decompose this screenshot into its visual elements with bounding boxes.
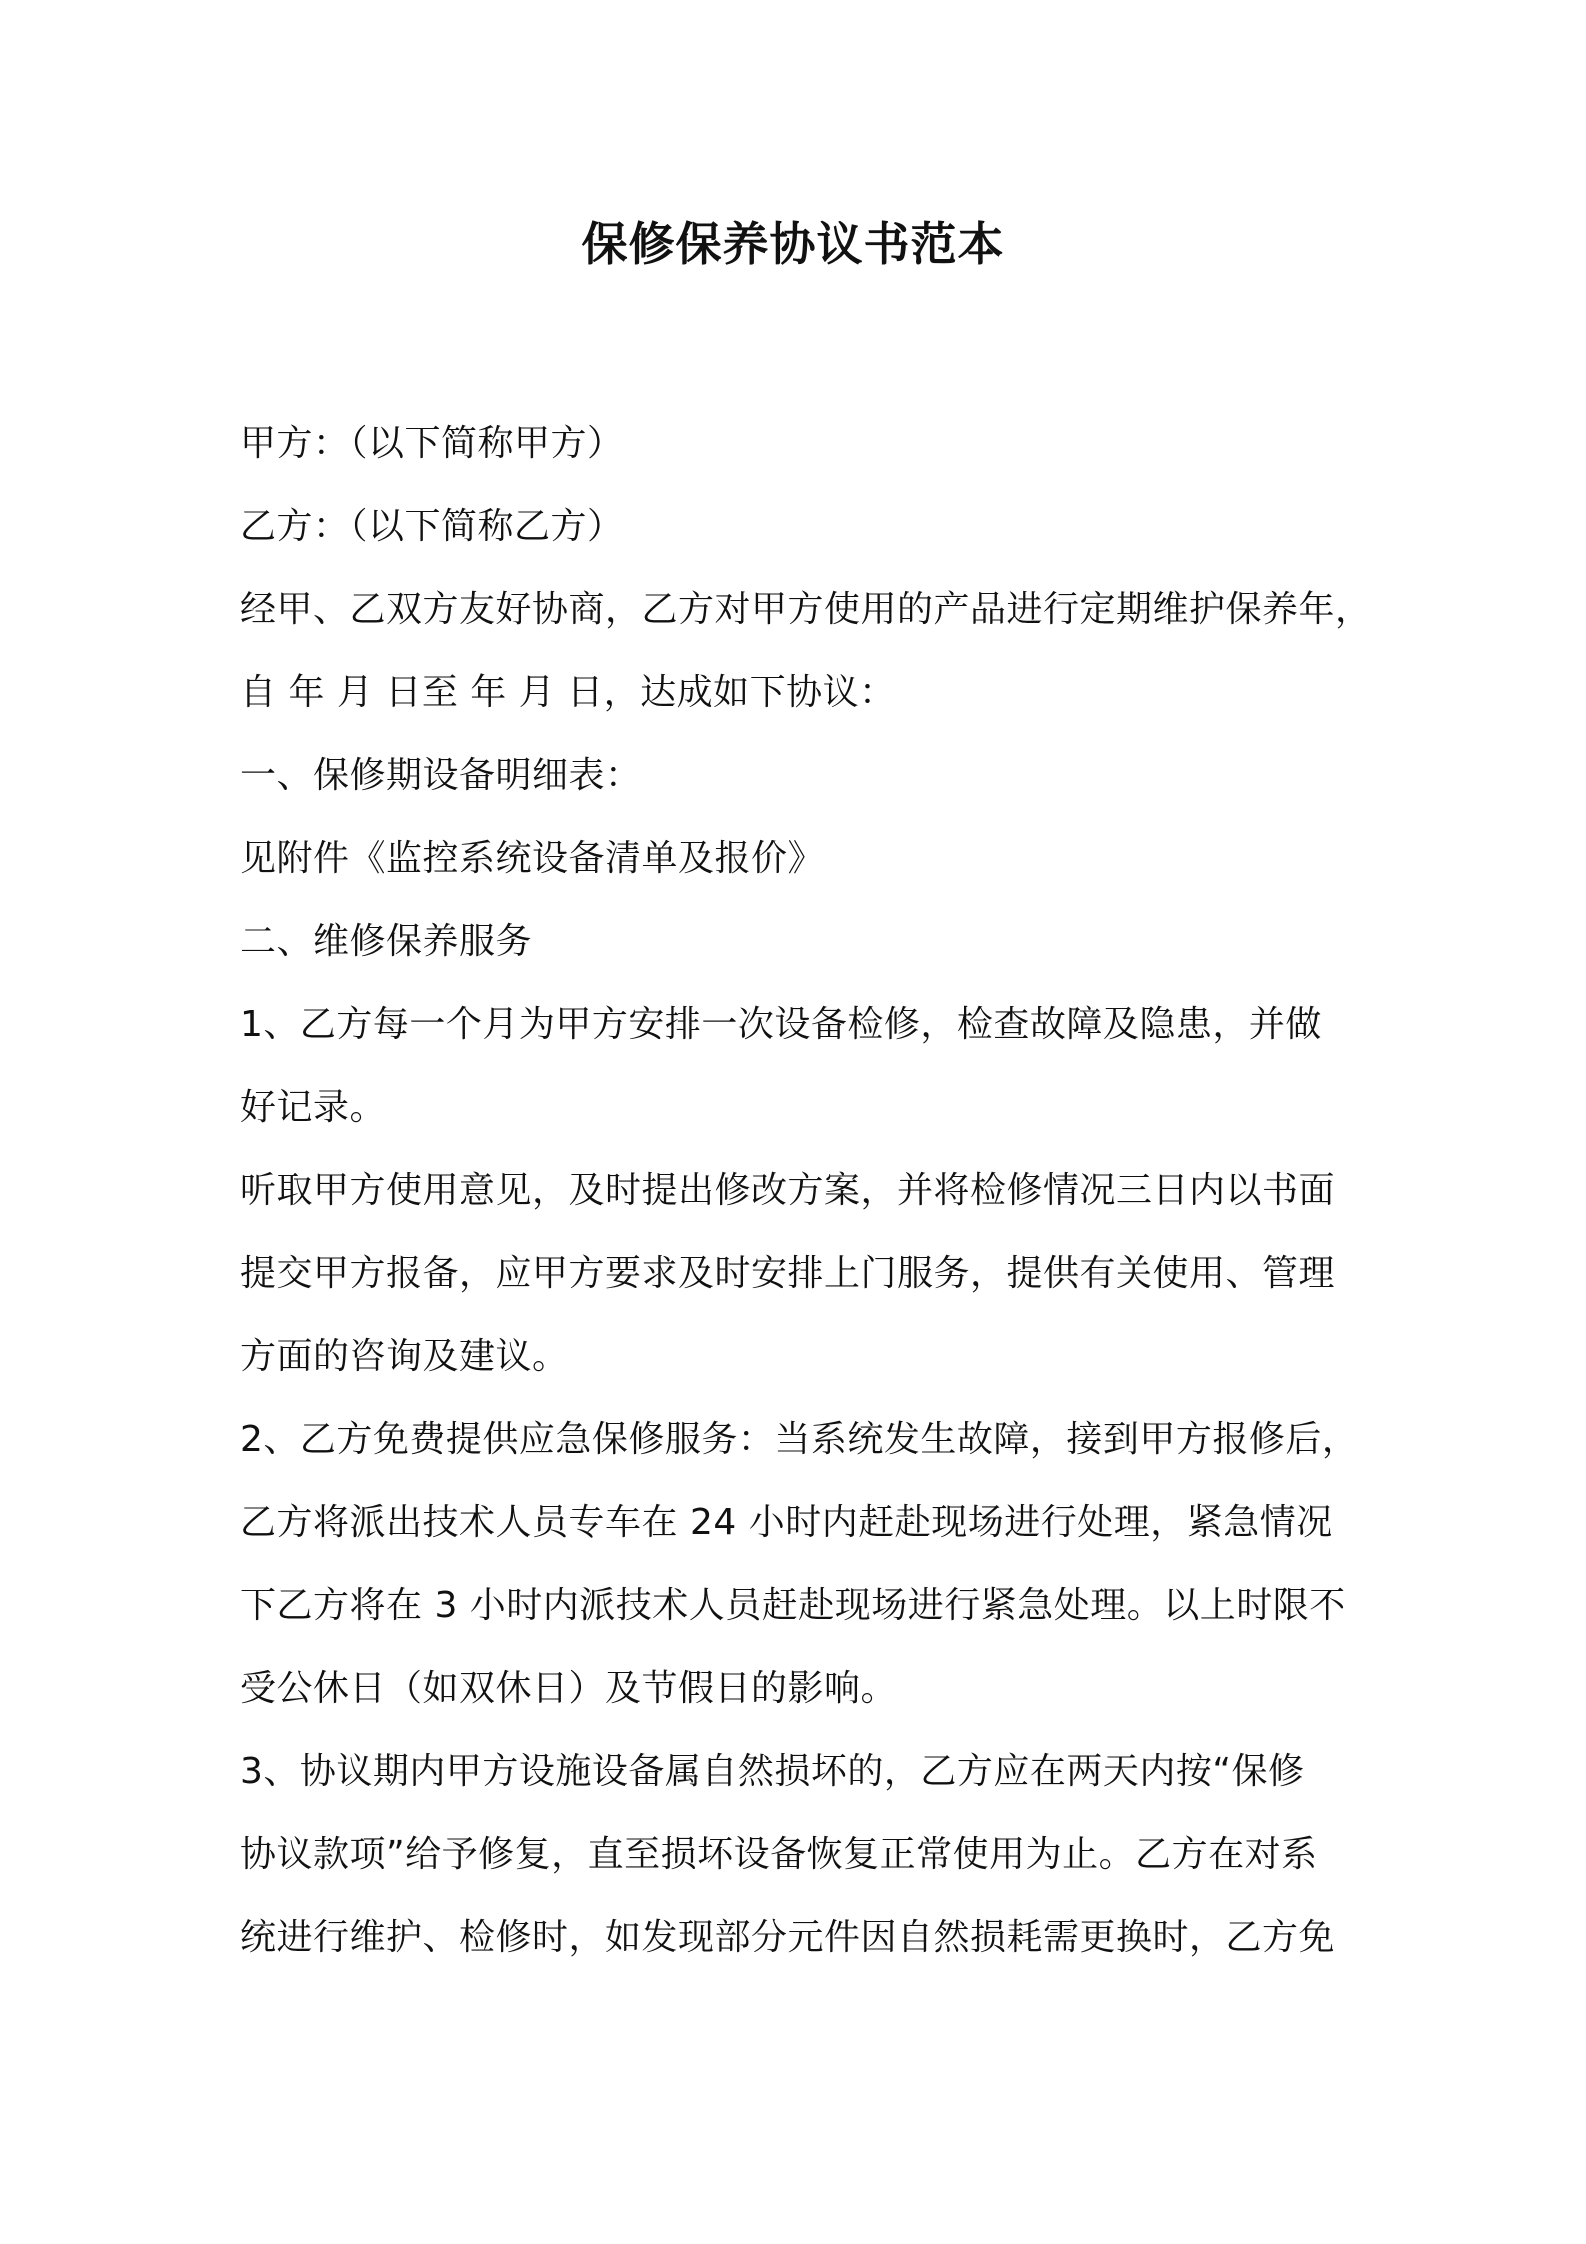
paragraph-line: 3、协议期内甲方设施设备属自然损坏的，乙方应在两天内按“保修 (240, 1751, 1305, 1792)
paragraph-line: 经甲、乙双方友好协商，乙方对甲方使用的产品进行定期维护保养年， (240, 589, 1372, 630)
section-heading: 二、维修保养服务 (240, 921, 533, 962)
paragraph-line: 统进行维护、检修时，如发现部分元件因自然损耗需更换时，乙方免 (240, 1917, 1336, 1958)
paragraph-line: 1、乙方每一个月为甲方安排一次设备检修，检查故障及隐患，并做 (240, 1004, 1322, 1045)
paragraph-line: 见附件《监控系统设备清单及报价》 (240, 838, 825, 879)
paragraph-line: 下乙方将在 3 小时内派技术人员赶赴现场进行紧急处理。以上时限不 (240, 1585, 1346, 1626)
party-a-line: 甲方：（以下简称甲方） (240, 423, 624, 464)
paragraph-line: 2、乙方免费提供应急保修服务：当系统发生故障，接到甲方报修后， (240, 1419, 1359, 1460)
section-heading: 一、保修期设备明细表： (240, 755, 642, 796)
document-body (240, 402, 1370, 1979)
paragraph-line: 协议款项”给予修复，直至损坏设备恢复正常使用为止。乙方在对系 (240, 1834, 1318, 1875)
paragraph-line: 听取甲方使用意见，及时提出修改方案，并将检修情况三日内以书面 (240, 1170, 1336, 1211)
party-b-line: 乙方：（以下简称乙方） (240, 506, 624, 547)
paragraph-line: 乙方将派出技术人员专车在 24 小时内赶赴现场进行处理，紧急情况 (240, 1502, 1333, 1543)
paragraph-line: 自 年 月 日至 年 月 日，达成如下协议： (240, 672, 896, 713)
paragraph-line: 方面的咨询及建议。 (240, 1336, 569, 1377)
paragraph-line: 提交甲方报备，应甲方要求及时安排上门服务，提供有关使用、管理 (240, 1253, 1336, 1294)
paragraph-line: 好记录。 (240, 1087, 387, 1128)
paragraph-line: 受公休日（如双休日）及节假日的影响。 (240, 1668, 898, 1709)
document-title: 保修保养协议书范本 (581, 217, 1005, 271)
